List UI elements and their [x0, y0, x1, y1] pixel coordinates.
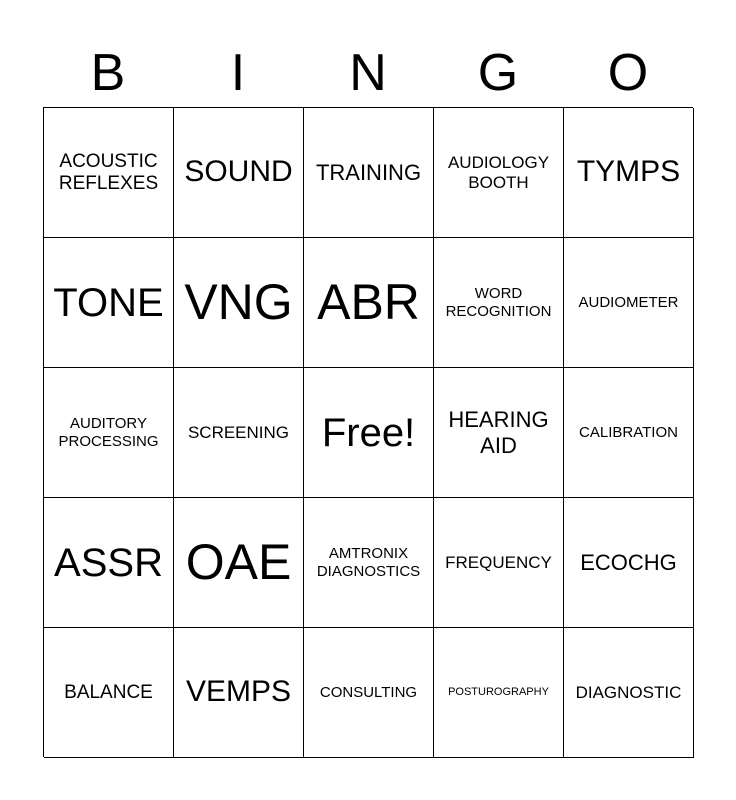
bingo-cell[interactable]: [434, 108, 564, 238]
bingo-cell[interactable]: [564, 238, 694, 368]
cell-label: AUDIOMETER: [578, 293, 679, 311]
header-letter-o: O: [607, 44, 649, 102]
bingo-cell[interactable]: [564, 368, 694, 498]
bingo-cell[interactable]: [564, 628, 694, 758]
bingo-cell[interactable]: [434, 368, 564, 498]
bingo-cell[interactable]: [174, 368, 304, 498]
free-space-cell[interactable]: [304, 368, 434, 498]
cell-label: ACOUSTIC REFLEXES: [58, 150, 159, 194]
bingo-cell[interactable]: [44, 498, 174, 628]
header-letter-i: I: [230, 44, 246, 102]
bingo-cell[interactable]: [304, 628, 434, 758]
cell-label: AUDITORY PROCESSING: [58, 415, 159, 450]
bingo-cell[interactable]: [44, 368, 174, 498]
cell-label: POSTUROGRAPHY: [448, 686, 549, 699]
bingo-cell[interactable]: [434, 628, 564, 758]
bingo-cell[interactable]: [434, 238, 564, 368]
bingo-cell[interactable]: [564, 108, 694, 238]
bingo-cell[interactable]: [304, 108, 434, 238]
cell-label: AUDIOLOGY BOOTH: [447, 152, 550, 192]
cell-label: FREQUENCY: [445, 552, 552, 572]
cell-label: ABR: [317, 273, 420, 330]
bingo-cell[interactable]: [174, 108, 304, 238]
bingo-cell[interactable]: [44, 238, 174, 368]
cell-label: ECOCHG: [580, 549, 677, 575]
header-letter-b: B: [90, 44, 126, 102]
cell-label: SOUND: [184, 155, 293, 189]
bingo-cell[interactable]: [174, 628, 304, 758]
cell-label: CONSULTING: [319, 683, 418, 701]
cell-label: CALIBRATION: [579, 423, 678, 441]
bingo-cell[interactable]: [564, 498, 694, 628]
cell-label: AMTRONIX DIAGNOSTICS: [316, 545, 421, 580]
header-letter-n: N: [349, 44, 387, 102]
cell-label: OAE: [185, 533, 292, 590]
bingo-board: [43, 107, 693, 757]
cell-label: TYMPS: [576, 155, 681, 189]
bingo-cell[interactable]: [174, 238, 304, 368]
cell-label: BALANCE: [64, 681, 153, 703]
cell-label: WORD RECOGNITION: [445, 285, 552, 320]
bingo-cell[interactable]: [304, 498, 434, 628]
cell-label: SCREENING: [187, 422, 290, 442]
bingo-cell[interactable]: [174, 498, 304, 628]
cell-label: ASSR: [54, 540, 163, 585]
bingo-cell[interactable]: [434, 498, 564, 628]
cell-label: TONE: [53, 280, 164, 325]
header-letter-g: G: [477, 44, 519, 102]
cell-label: VEMPS: [185, 675, 292, 709]
cell-label: TRAINING: [315, 159, 422, 185]
free-space-label: Free!: [321, 410, 416, 455]
bingo-cell[interactable]: [304, 238, 434, 368]
bingo-cell[interactable]: [44, 628, 174, 758]
cell-label: VNG: [184, 273, 293, 330]
bingo-header: [43, 40, 693, 106]
cell-label: DIAGNOSTIC: [575, 682, 682, 702]
bingo-cell[interactable]: [44, 108, 174, 238]
cell-label: HEARING AID: [448, 407, 549, 458]
